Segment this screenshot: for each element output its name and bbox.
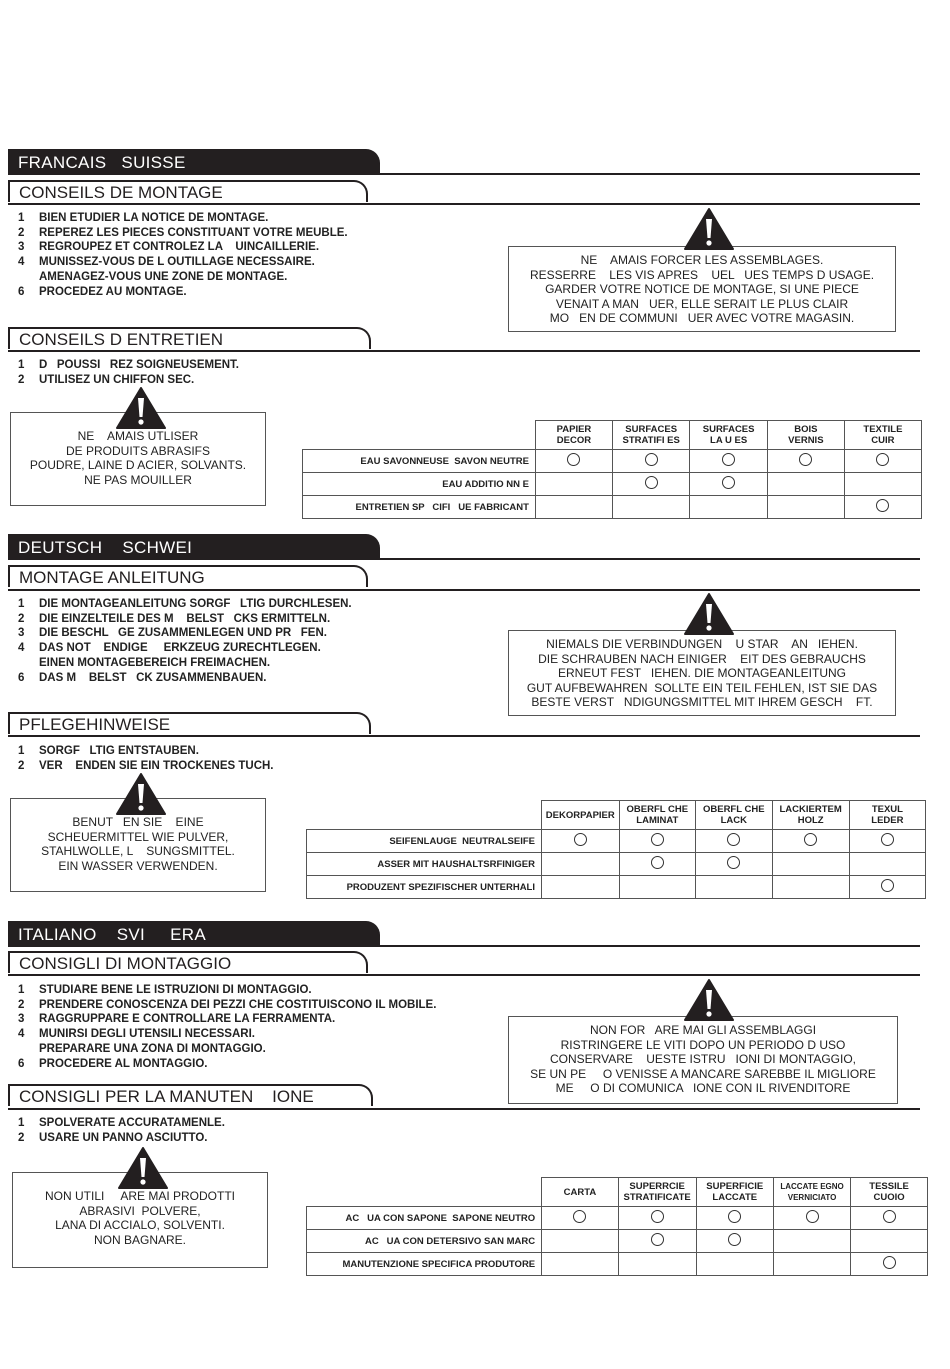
circle-mark-icon [799, 453, 812, 466]
warning-line: EIN WASSER VERWENDEN. [58, 858, 218, 873]
item-number: 4 [18, 642, 25, 655]
column-header [696, 1178, 773, 1207]
table-cell [844, 473, 921, 496]
table-cell [690, 496, 767, 519]
item-text: USARE UN PANNO ASCIUTTO. [39, 1131, 208, 1144]
column-header [535, 421, 612, 450]
warning-line: POUDRE, LAINE D ACIER, SOLVANTS. [29, 458, 247, 473]
row-label: AC UA CON SAPONE SAPONE NEUTRO [307, 1207, 542, 1230]
column-header [844, 421, 921, 450]
language-header [8, 149, 380, 175]
language-header [8, 921, 380, 947]
table-cell [618, 1230, 696, 1253]
table-row [307, 830, 926, 853]
table-cell [849, 853, 925, 876]
table-header-row [307, 801, 926, 830]
table-cell [542, 1253, 619, 1276]
table-header-row [307, 1178, 928, 1207]
section-rule [8, 735, 920, 737]
column-header-text: OBERFL CHE LAMINAT [626, 804, 689, 826]
item-text: DIE MONTAGEANLEITUNG SORGF LTIG DURCHLESEN. [39, 598, 352, 610]
column-header-text: SUPERFICIE LACCATE [706, 1181, 764, 1203]
item-number: 1 [18, 598, 25, 610]
warning-triangle-icon [115, 386, 167, 435]
language-title: FRANCAIS SUISSE [18, 153, 186, 172]
circle-mark-icon [806, 1210, 819, 1223]
column-header [851, 1178, 928, 1207]
list-item [18, 1042, 436, 1057]
table-cell [767, 473, 844, 496]
mounting-heading-text: CONSIGLI DI MONTAGGIO [19, 954, 232, 973]
item-text: PRENDERE CONOSCENZA DEI PEZZI CHE COSTITUISCONO IL MOBILE. [39, 998, 437, 1011]
table-row [307, 1207, 928, 1230]
item-number: 2 [18, 612, 25, 625]
table-cell [619, 853, 696, 876]
column-header-text: LACCATE EGNO VERNICIATO [780, 1182, 844, 1202]
table-cell [542, 1207, 619, 1230]
care-steps [18, 1116, 225, 1145]
column-header [772, 801, 849, 830]
item-text: REPEREZ LES PIECES CONSTITUANT VOTRE MEUBLE. [39, 226, 348, 239]
table-cell [690, 450, 767, 473]
warning-line: BESTE VERST NDIGUNGSMITTEL MIT IHREM GESCH FT. [531, 695, 873, 710]
table-cell [696, 1207, 773, 1230]
warning-triangle-icon [683, 592, 735, 641]
row-label: EAU SAVONNEUSE SAVON NEUTRE [303, 450, 536, 473]
item-text: PROCEDERE AL MONTAGGIO. [39, 1057, 208, 1070]
circle-mark-icon [574, 833, 587, 846]
section-rule [8, 203, 920, 205]
circle-mark-icon [651, 833, 664, 846]
warning-line: MO EN DE COMMUNI UER AVEC VOTRE MAGASIN. [549, 311, 855, 326]
item-number: 6 [18, 671, 25, 684]
item-text: D POUSSI REZ SOIGNEUSEMENT. [39, 359, 240, 371]
item-number: 1 [18, 1117, 25, 1129]
item-number: 3 [18, 1013, 25, 1026]
care-heading-text: CONSIGLI PER LA MANUTEN IONE [19, 1087, 314, 1106]
mounting-steps [18, 211, 348, 299]
care-steps [18, 358, 239, 387]
table-cell [618, 1207, 696, 1230]
item-number: 6 [18, 285, 25, 298]
circle-mark-icon [645, 476, 658, 489]
list-item [18, 626, 352, 641]
care-heading [8, 712, 371, 734]
table-row [303, 450, 922, 473]
list-item [18, 1116, 225, 1131]
section-rule [8, 945, 920, 947]
table-cell [851, 1253, 928, 1276]
column-header [849, 801, 925, 830]
column-header-text: LACKIERTEM HOLZ [779, 804, 842, 826]
list-item [18, 1131, 225, 1146]
item-text: DAS NOT ENDIGE ERKZEUG ZURECHTLEGEN. [39, 642, 321, 655]
table-cell [612, 450, 689, 473]
mounting-heading-text: MONTAGE ANLEITUNG [19, 568, 205, 587]
column-header [773, 1178, 850, 1207]
table-cell [849, 876, 925, 899]
list-item [18, 240, 348, 255]
care-table [302, 420, 922, 519]
table-cell [612, 473, 689, 496]
column-header [619, 801, 696, 830]
item-text: REGROUPEZ ET CONTROLEZ LA UINCAILLERIE. [39, 241, 320, 254]
table-cell [542, 876, 620, 899]
circle-mark-icon [727, 833, 740, 846]
table-row [303, 473, 922, 496]
table-cell [849, 830, 925, 853]
warning-line: SE UN PE O VENISSE A MANCARE SAREBBE IL MIGLIORE [530, 1066, 876, 1081]
table-cell [772, 830, 849, 853]
table-cell [542, 1230, 619, 1253]
table-cell [767, 496, 844, 519]
item-text: BIEN ETUDIER LA NOTICE DE MONTAGE. [39, 212, 269, 224]
mounting-steps [18, 983, 436, 1071]
list-item [18, 612, 352, 627]
mounting-steps [18, 597, 352, 685]
care-table [306, 800, 926, 899]
section-rule [8, 589, 920, 591]
column-header [618, 1178, 696, 1207]
warning-line: NIEMALS DIE VERBINDUNGEN U STAR AN IEHEN. [546, 637, 858, 651]
item-number: 3 [18, 241, 25, 254]
care-table [306, 1177, 928, 1276]
section-rule [8, 1108, 920, 1110]
list-item [18, 656, 352, 671]
warning-triangle-icon [683, 978, 735, 1027]
circle-mark-icon [722, 453, 735, 466]
table-cell [535, 496, 612, 519]
item-number: 4 [18, 256, 25, 269]
table-cell [844, 496, 921, 519]
table-cell [696, 1230, 773, 1253]
circle-mark-icon [651, 856, 664, 869]
table-row [307, 1253, 928, 1276]
item-text: RAGGRUPPARE E CONTROLLARE LA FERRAMENTA. [39, 1013, 336, 1026]
table-cell [542, 830, 620, 853]
mounting-heading [8, 565, 368, 587]
table-cell [851, 1207, 928, 1230]
column-header [542, 801, 620, 830]
item-text: EINEN MONTAGEBEREICH FREIMACHEN. [39, 656, 271, 669]
warning-line: VENAIT A MAN UER, ELLE SERAIT LE PLUS CLAIR [555, 296, 849, 311]
column-header-text: SURFACES STRATIFI ES [622, 424, 680, 446]
section-rule [8, 173, 920, 175]
item-text: PROCEDEZ AU MONTAGE. [39, 285, 187, 298]
warning-line: NE AMAIS FORCER LES ASSEMBLAGES. [580, 253, 824, 267]
item-number: 3 [18, 627, 25, 640]
table-corner [307, 1178, 542, 1207]
list-item [18, 270, 348, 285]
circle-mark-icon [651, 1233, 664, 1246]
list-item [18, 358, 239, 373]
list-item [18, 597, 352, 612]
item-text: SORGF LTIG ENTSTAUBEN. [39, 745, 199, 757]
table-row [307, 853, 926, 876]
warning-line: NE PAS MOUILLER [84, 472, 192, 487]
circle-mark-icon [804, 833, 817, 846]
row-label: ASSER MIT HAUSHALTSRFINIGER [307, 853, 542, 876]
table-cell [773, 1253, 850, 1276]
care-steps [18, 744, 274, 773]
column-header [690, 421, 767, 450]
column-header-text: TESSILE CUOIO [869, 1181, 909, 1203]
table-cell [618, 1253, 696, 1276]
table-cell [772, 876, 849, 899]
table-row [307, 1230, 928, 1253]
circle-mark-icon [567, 453, 580, 466]
item-number [18, 656, 39, 671]
circle-mark-icon [883, 1210, 896, 1223]
list-item [18, 285, 348, 300]
row-label: AC UA CON DETERSIVO SAN MARC [307, 1230, 542, 1253]
section-rule [8, 974, 920, 976]
table-corner [307, 801, 542, 830]
list-item [18, 1027, 436, 1042]
item-number [18, 1042, 39, 1057]
table-cell [773, 1230, 850, 1253]
warning-line: LANA DI ACCIALO, SOLVENTI. [55, 1218, 225, 1233]
column-header-text: BOIS VERNIS [788, 424, 824, 446]
item-number: 1 [18, 359, 25, 371]
warning-line: RISTRINGERE LE VITI DOPO UN PERIODO D USO [560, 1037, 846, 1052]
list-item [18, 255, 348, 270]
warning-triangle-icon [115, 772, 167, 821]
item-number: 1 [18, 212, 25, 224]
column-header-text: CARTA [563, 1186, 597, 1198]
circle-mark-icon [883, 1256, 896, 1269]
mounting-heading-text: CONSEILS DE MONTAGE [19, 183, 223, 202]
row-label: MANUTENZIONE SPECIFICA PRODUTORE [307, 1253, 542, 1276]
language-header [8, 534, 380, 560]
column-header-text: SUPERRCIE STRATIFICATE [623, 1181, 691, 1203]
item-text: DIE EINZELTEILE DES M BELST CKS ERMITTELN. [39, 612, 331, 625]
language-title: ITALIANO SVI ERA [18, 925, 206, 944]
section-rule [8, 558, 920, 560]
mounting-warning-box [508, 246, 896, 332]
circle-mark-icon [727, 856, 740, 869]
table-cell [542, 853, 620, 876]
table-cell [844, 450, 921, 473]
warning-line: NON UTILI ARE MAI PRODOTTI [44, 1189, 236, 1203]
warning-line: STAHLWOLLE, L SUNGSMITTEL. [41, 844, 235, 859]
circle-mark-icon [651, 1210, 664, 1223]
table-cell [696, 830, 772, 853]
circle-mark-icon [876, 453, 889, 466]
column-header [767, 421, 844, 450]
row-label: SEIFENLAUGE NEUTRALSEIFE [307, 830, 542, 853]
item-number [18, 270, 39, 285]
list-item [18, 744, 274, 759]
item-text: STUDIARE BENE LE ISTRUZIONI DI MONTAGGIO. [39, 984, 312, 996]
table-cell [696, 853, 772, 876]
column-header-text: SURFACES LA U ES [702, 424, 755, 446]
column-header-text: TEXTILE CUIR [863, 424, 903, 446]
warning-line: NE AMAIS UTLISER [77, 429, 199, 443]
warning-line: ME O DI COMUNICA IONE CON IL RIVENDITORE [555, 1081, 851, 1096]
warning-triangle-icon [117, 1146, 169, 1195]
mounting-heading [8, 951, 368, 973]
column-header-text: TEXUL LEDER [871, 804, 904, 826]
language-title: DEUTSCH SCHWEI [18, 538, 193, 557]
row-label: EAU ADDITIO NN E [303, 473, 536, 496]
warning-line: NON BAGNARE. [93, 1232, 186, 1247]
warning-line: GARDER VOTRE NOTICE DE MONTAGE, SI UNE PIECE [545, 282, 859, 297]
table-cell [773, 1207, 850, 1230]
list-item [18, 983, 436, 998]
list-item [18, 1012, 436, 1027]
item-text: DAS M BELST CK ZUSAMMENBAUEN. [39, 671, 267, 684]
circle-mark-icon [573, 1210, 586, 1223]
list-item [18, 671, 352, 686]
table-cell [696, 1253, 773, 1276]
row-label: PRODUZENT SPEZIFISCHER UNTERHALI [307, 876, 542, 899]
item-number: 2 [18, 759, 25, 772]
item-text: AMENAGEZ-VOUS UNE ZONE DE MONTAGE. [39, 270, 288, 283]
circle-mark-icon [722, 476, 735, 489]
circle-mark-icon [881, 833, 894, 846]
table-cell [696, 876, 772, 899]
column-header-text: OBERFL CHE LACK [702, 804, 765, 826]
table-header-row [303, 421, 922, 450]
mounting-warning-box [508, 1016, 898, 1104]
table-cell [772, 853, 849, 876]
table-cell [851, 1230, 928, 1253]
item-number: 2 [18, 226, 25, 239]
care-heading-text: CONSEILS D ENTRETIEN [19, 330, 224, 349]
warning-line: DIE SCHRAUBEN NACH EINIGER EIT DES GEBRAUCHS [538, 651, 866, 666]
item-text: SPOLVERATE ACCURATAMENLE. [39, 1117, 225, 1129]
column-header [696, 801, 772, 830]
circle-mark-icon [728, 1210, 741, 1223]
column-header-text: DEKORPAPIER [545, 809, 615, 821]
table-cell [619, 876, 696, 899]
column-header [612, 421, 689, 450]
table-corner [303, 421, 536, 450]
table-cell [767, 450, 844, 473]
item-text: MUNIRSI DEGLI UTENSILI NECESSARI. [39, 1028, 255, 1041]
table-cell [619, 830, 696, 853]
mounting-warning-box [508, 630, 896, 716]
item-text: DIE BESCHL GE ZUSAMMENLEGEN UND PR FEN. [39, 627, 327, 640]
item-text: VER ENDEN SIE EIN TROCKENES TUCH. [39, 759, 274, 772]
care-heading-text: PFLEGEHINWEISE [19, 715, 171, 734]
item-number: 1 [18, 745, 25, 757]
warning-line: RESSERRE LES VIS APRES UEL UES TEMPS D USAGE. [529, 267, 875, 282]
list-item [18, 998, 436, 1013]
warning-line: BENUT EN SIE EINE [72, 815, 204, 829]
warning-line: NON FOR ARE MAI GLI ASSEMBLAGGI [589, 1023, 817, 1037]
warning-line: DE PRODUITS ABRASIFS [65, 443, 211, 458]
row-label: ENTRETIEN SP CIFI UE FABRICANT [303, 496, 536, 519]
circle-mark-icon [728, 1233, 741, 1246]
warning-line: ABRASIVI POLVERE, [79, 1203, 201, 1218]
warning-line: ERNEUT FEST IEHEN. DIE MONTAGEANLEITUNG [557, 666, 847, 681]
table-row [303, 496, 922, 519]
item-number: 2 [18, 373, 25, 386]
list-item [18, 641, 352, 656]
care-heading [8, 327, 371, 349]
item-number: 6 [18, 1057, 25, 1070]
item-text: PREPARARE UNA ZONA DI MONTAGGIO. [39, 1042, 266, 1055]
list-item [18, 1057, 436, 1072]
warning-line: GUT AUFBEWAHREN SOLLTE EIN TEIL FEHLEN, IST SIE DAS [526, 680, 878, 695]
table-cell [690, 473, 767, 496]
item-number: 2 [18, 998, 25, 1011]
column-header-text: PAPIER DECOR [556, 424, 592, 446]
table-cell [535, 473, 612, 496]
list-item [18, 226, 348, 241]
circle-mark-icon [881, 879, 894, 892]
item-number: 4 [18, 1028, 25, 1041]
item-number: 2 [18, 1131, 25, 1144]
item-text: UTILISEZ UN CHIFFON SEC. [39, 373, 195, 386]
table-cell [612, 496, 689, 519]
circle-mark-icon [645, 453, 658, 466]
column-header [542, 1178, 619, 1207]
table-row [307, 876, 926, 899]
warning-line: CONSERVARE UESTE ISTRU IONI DI MONTAGGIO, [549, 1052, 857, 1067]
circle-mark-icon [876, 499, 889, 512]
list-item [18, 211, 348, 226]
mounting-heading [8, 180, 368, 202]
item-number: 1 [18, 984, 25, 996]
warning-line: SCHEUERMITTEL WIE PULVER, [47, 829, 229, 844]
care-heading [8, 1084, 373, 1106]
section-rule [8, 350, 920, 352]
warning-triangle-icon [683, 207, 735, 256]
item-text: MUNISSEZ-VOUS DE L OUTILLAGE NECESSAIRE. [39, 256, 315, 269]
table-cell [535, 450, 612, 473]
